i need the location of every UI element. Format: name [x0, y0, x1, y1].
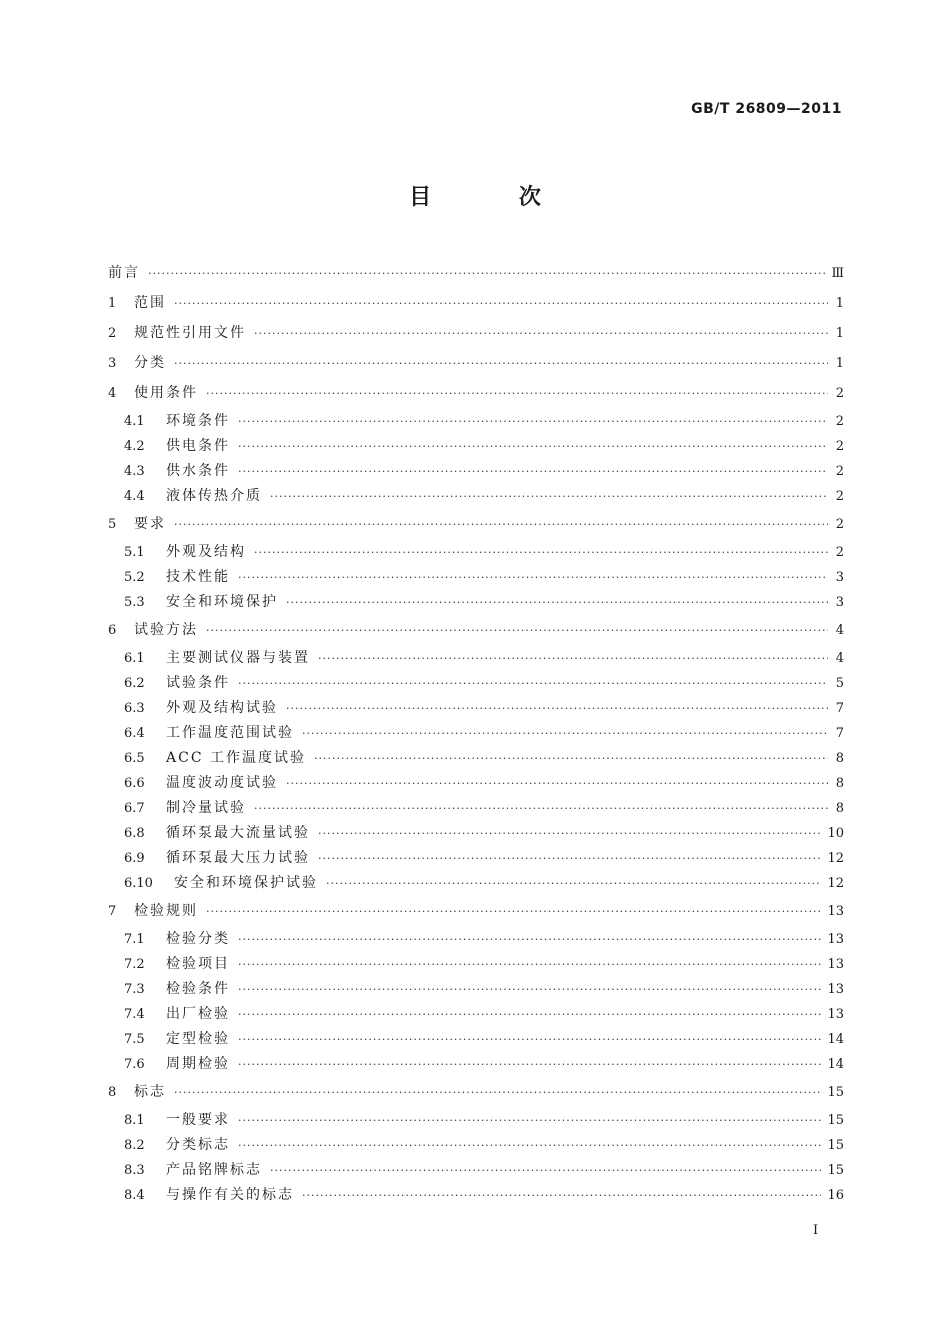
- table-of-contents: [108, 258, 844, 1208]
- toc-entry[interactable]: [108, 646, 844, 671]
- toc-entry[interactable]: [108, 1027, 844, 1052]
- toc-leader-dots: [238, 409, 828, 434]
- toc-entry-label: 标志: [134, 1084, 166, 1100]
- toc-entry-label: 定型检验: [166, 1031, 230, 1047]
- toc-entry-page: 15: [827, 1113, 844, 1128]
- toc-entry-page: 4: [835, 651, 844, 666]
- toc-leader-dots: [174, 510, 828, 540]
- toc-entry[interactable]: [108, 771, 844, 796]
- toc-entry[interactable]: [108, 615, 844, 645]
- toc-entry-number: 4.3: [124, 464, 145, 479]
- toc-entry-label: 循环泵最大流量试验: [166, 825, 310, 841]
- toc-leader-dots: [238, 1052, 821, 1077]
- toc-entry-page: 2: [835, 464, 844, 479]
- toc-entry-label: 使用条件: [134, 385, 198, 401]
- toc-leader-dots: [270, 1158, 821, 1183]
- toc-entry-number: 1: [108, 296, 117, 311]
- toc-entry-label: 循环泵最大压力试验: [166, 850, 310, 866]
- toc-entry[interactable]: [108, 434, 844, 459]
- toc-entry-label: 安全和环境保护试验: [174, 875, 318, 891]
- toc-leader-dots: [206, 897, 821, 927]
- toc-entry-number: 8.4: [124, 1188, 145, 1203]
- toc-entry-label: 供水条件: [166, 463, 230, 479]
- toc-entry-label: ACC 工作温度试验: [166, 750, 306, 766]
- toc-entry-number: 5.3: [124, 595, 145, 610]
- standard-code: GB/T 26809—2011: [691, 101, 842, 117]
- toc-entry-page: 3: [835, 570, 844, 585]
- toc-entry-label: 检验规则: [134, 903, 198, 919]
- toc-entry-label: 分类: [134, 355, 166, 371]
- toc-entry-label: 温度波动度试验: [166, 775, 278, 791]
- toc-entry[interactable]: [108, 288, 844, 318]
- toc-entry-number: 5: [108, 517, 117, 532]
- toc-entry[interactable]: [108, 378, 844, 408]
- toc-entry-page: 2: [835, 545, 844, 560]
- toc-entry-number: 4.2: [124, 439, 145, 454]
- toc-leader-dots: [238, 1027, 821, 1052]
- toc-entry-page: 14: [827, 1057, 844, 1072]
- toc-leader-dots: [314, 746, 828, 771]
- page-number: I: [813, 1223, 819, 1238]
- toc-entry-page: 1: [835, 326, 844, 341]
- toc-entry[interactable]: [108, 1002, 844, 1027]
- toc-entry-number: 8: [108, 1085, 117, 1100]
- toc-leader-dots: [174, 1078, 821, 1108]
- toc-leader-dots: [238, 952, 821, 977]
- toc-entry-number: 8.3: [124, 1163, 145, 1178]
- toc-entry-page: 7: [835, 701, 844, 716]
- toc-entry[interactable]: [108, 1077, 844, 1107]
- toc-entry-page: 13: [827, 904, 844, 919]
- toc-entry-page: 1: [835, 356, 844, 371]
- toc-entry-label: 分类标志: [166, 1137, 230, 1153]
- toc-entry[interactable]: [108, 1158, 844, 1183]
- toc-entry-page: 2: [835, 414, 844, 429]
- toc-leader-dots: [174, 349, 828, 379]
- toc-entry-page: 2: [835, 386, 844, 401]
- toc-leader-dots: [318, 846, 821, 871]
- toc-entry[interactable]: [108, 484, 844, 509]
- toc-entry-label: 外观及结构试验: [166, 700, 278, 716]
- toc-entry-number: 7: [108, 904, 117, 919]
- toc-entry-label: 要求: [134, 516, 166, 532]
- toc-entry-page: 8: [835, 776, 844, 791]
- toc-entry[interactable]: [108, 846, 844, 871]
- toc-entry-page: 3: [835, 595, 844, 610]
- toc-leader-dots: [206, 616, 828, 646]
- toc-leader-dots: [318, 821, 821, 846]
- toc-entry-label: 前言: [108, 265, 140, 281]
- toc-entry[interactable]: [108, 746, 844, 771]
- toc-leader-dots: [238, 1133, 821, 1158]
- toc-entry-number: 7.1: [124, 932, 145, 947]
- toc-entry-number: 7.6: [124, 1057, 145, 1072]
- toc-entry-number: 6.4: [124, 726, 145, 741]
- toc-entry-page: 2: [835, 489, 844, 504]
- toc-entry[interactable]: [108, 796, 844, 821]
- toc-leader-dots: [286, 590, 828, 615]
- toc-entry-number: 6.10: [124, 876, 153, 891]
- toc-entry[interactable]: [108, 721, 844, 746]
- toc-leader-dots: [254, 319, 828, 349]
- toc-entry-page: 8: [835, 801, 844, 816]
- toc-entry-number: 7.5: [124, 1032, 145, 1047]
- toc-entry-label: 检验分类: [166, 931, 230, 947]
- toc-leader-dots: [174, 289, 828, 319]
- toc-entry[interactable]: [108, 565, 844, 590]
- toc-leader-dots: [148, 259, 825, 289]
- toc-entry-number: 3: [108, 356, 117, 371]
- toc-entry-number: 8.1: [124, 1113, 145, 1128]
- toc-entry[interactable]: [108, 540, 844, 565]
- toc-entry-page: 12: [827, 851, 844, 866]
- toc-entry-number: 6.6: [124, 776, 145, 791]
- toc-entry-label: 周期检验: [166, 1056, 230, 1072]
- toc-entry-label: 试验条件: [166, 675, 230, 691]
- toc-leader-dots: [326, 871, 821, 896]
- toc-leader-dots: [238, 434, 828, 459]
- toc-entry-number: 5.1: [124, 545, 145, 560]
- toc-entry[interactable]: [108, 318, 844, 348]
- toc-entry[interactable]: [108, 871, 844, 896]
- toc-entry-number: 6: [108, 623, 117, 638]
- toc-leader-dots: [286, 771, 828, 796]
- toc-entry[interactable]: [108, 348, 844, 378]
- toc-entry-label: 供电条件: [166, 438, 230, 454]
- toc-entry-page: 13: [827, 982, 844, 997]
- toc-entry[interactable]: [108, 952, 844, 977]
- toc-entry-number: 6.9: [124, 851, 145, 866]
- toc-entry-number: 2: [108, 326, 117, 341]
- toc-entry-number: 6.7: [124, 801, 145, 816]
- toc-entry[interactable]: [108, 821, 844, 846]
- toc-entry-number: 7.2: [124, 957, 145, 972]
- toc-leader-dots: [238, 927, 821, 952]
- toc-entry-page: 2: [835, 517, 844, 532]
- toc-entry-label: 主要测试仪器与装置: [166, 650, 310, 666]
- toc-entry-label: 产品铭牌标志: [166, 1162, 262, 1178]
- toc-leader-dots: [318, 646, 828, 671]
- toc-entry-number: 5.2: [124, 570, 145, 585]
- toc-entry-number: 4: [108, 386, 117, 401]
- toc-entry-number: 6.2: [124, 676, 145, 691]
- toc-leader-dots: [238, 977, 821, 1002]
- toc-entry-label: 出厂检验: [166, 1006, 230, 1022]
- toc-entry-page: 13: [827, 932, 844, 947]
- toc-entry[interactable]: [108, 896, 844, 926]
- toc-leader-dots: [238, 1002, 821, 1027]
- toc-entry-page: 15: [827, 1085, 844, 1100]
- toc-entry-label: 试验方法: [134, 622, 198, 638]
- toc-leader-dots: [254, 796, 828, 821]
- toc-entry-page: 16: [827, 1188, 844, 1203]
- toc-entry[interactable]: [108, 977, 844, 1002]
- toc-leader-dots: [270, 484, 828, 509]
- toc-leader-dots: [238, 459, 828, 484]
- toc-entry-number: 4.4: [124, 489, 145, 504]
- toc-entry-page: 1: [835, 296, 844, 311]
- toc-entry-label: 外观及结构: [166, 544, 246, 560]
- toc-entry-number: 6.3: [124, 701, 145, 716]
- toc-entry-page: 15: [827, 1163, 844, 1178]
- toc-entry[interactable]: [108, 927, 844, 952]
- toc-entry-page: 5: [835, 676, 844, 691]
- toc-entry-page: 15: [827, 1138, 844, 1153]
- toc-entry-label: 规范性引用文件: [134, 325, 246, 341]
- toc-leader-dots: [238, 671, 828, 696]
- toc-leader-dots: [238, 565, 828, 590]
- toc-entry-label: 液体传热介质: [166, 488, 262, 504]
- toc-entry-label: 环境条件: [166, 413, 230, 429]
- toc-entry-label: 检验条件: [166, 981, 230, 997]
- page-title: 目 次: [409, 184, 581, 210]
- toc-entry[interactable]: [108, 459, 844, 484]
- toc-entry-number: 6.1: [124, 651, 145, 666]
- toc-entry[interactable]: [108, 1133, 844, 1158]
- toc-entry[interactable]: [108, 509, 844, 539]
- toc-entry-label: 技术性能: [166, 569, 230, 585]
- toc-entry-label: 工作温度范围试验: [166, 725, 294, 741]
- toc-leader-dots: [238, 1108, 821, 1133]
- toc-entry-label: 一般要求: [166, 1112, 230, 1128]
- toc-entry-page: 8: [835, 751, 844, 766]
- toc-entry-number: 8.2: [124, 1138, 145, 1153]
- toc-entry-label: 检验项目: [166, 956, 230, 972]
- toc-entry-number: 6.8: [124, 826, 145, 841]
- toc-leader-dots: [206, 379, 828, 409]
- toc-entry[interactable]: [108, 1183, 844, 1208]
- toc-entry-page: 14: [827, 1032, 844, 1047]
- toc-entry-page: 2: [835, 439, 844, 454]
- toc-leader-dots: [254, 540, 828, 565]
- toc-entry-page: 13: [827, 1007, 844, 1022]
- toc-entry-page: Ⅲ: [831, 266, 844, 281]
- toc-entry-number: 7.3: [124, 982, 145, 997]
- toc-leader-dots: [302, 721, 828, 746]
- toc-entry-label: 范围: [134, 295, 166, 311]
- toc-entry-number: 4.1: [124, 414, 145, 429]
- toc-entry-label: 安全和环境保护: [166, 594, 278, 610]
- toc-entry[interactable]: [108, 696, 844, 721]
- toc-entry[interactable]: [108, 590, 844, 615]
- toc-entry[interactable]: [108, 1108, 844, 1133]
- toc-entry-label: 与操作有关的标志: [166, 1187, 294, 1203]
- toc-entry[interactable]: [108, 671, 844, 696]
- toc-entry-page: 10: [827, 826, 844, 841]
- toc-entry-page: 4: [835, 623, 844, 638]
- toc-leader-dots: [286, 696, 828, 721]
- toc-leader-dots: [302, 1183, 821, 1208]
- toc-entry-page: 12: [827, 876, 844, 891]
- toc-entry-label: 制冷量试验: [166, 800, 246, 816]
- toc-entry-page: 7: [835, 726, 844, 741]
- toc-entry-number: 7.4: [124, 1007, 145, 1022]
- toc-entry[interactable]: [108, 258, 844, 288]
- toc-entry-number: 6.5: [124, 751, 145, 766]
- toc-entry[interactable]: [108, 1052, 844, 1077]
- toc-entry[interactable]: [108, 409, 844, 434]
- toc-entry-page: 13: [827, 957, 844, 972]
